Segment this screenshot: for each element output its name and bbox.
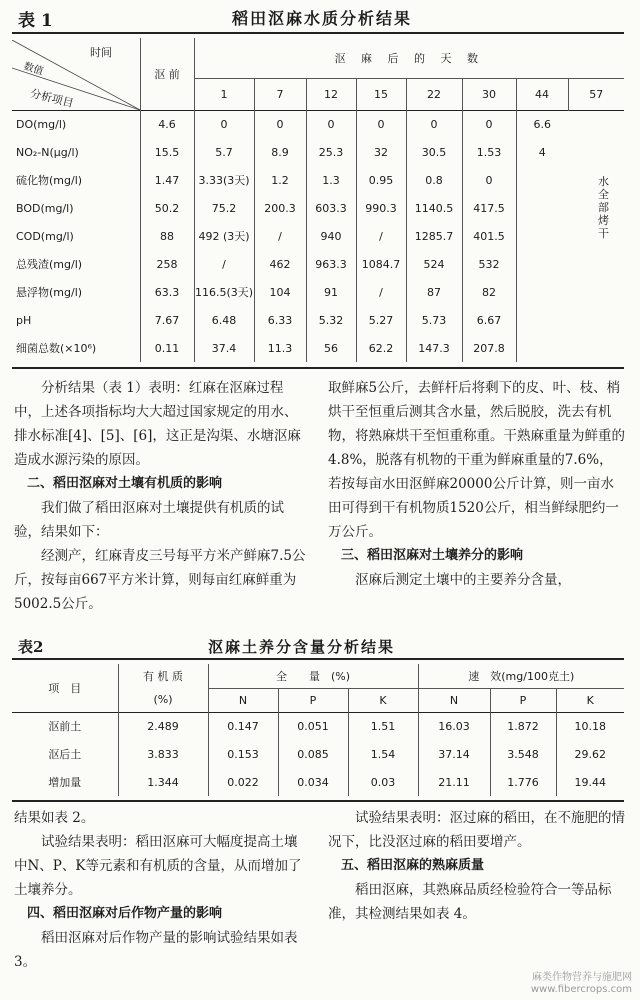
table2-row-label: 沤前土	[48, 720, 82, 734]
table1-cell: 62.2	[356, 334, 406, 362]
table1-cell: 63.3	[140, 278, 194, 306]
table1-cell: 0.8	[406, 166, 462, 194]
table1-cell: 91	[306, 278, 356, 306]
table1-cell: 207.8	[462, 334, 516, 362]
table1	[12, 38, 624, 362]
table1-cell: 417.5	[462, 194, 516, 222]
table2-row	[12, 712, 624, 740]
table1-cell: 5.7	[194, 138, 254, 166]
table2-cell: 3.833	[118, 740, 208, 768]
table1-cell	[516, 306, 568, 334]
table2-item-header: 项 目	[48, 681, 82, 695]
table1-cell: 0	[194, 110, 254, 138]
table2-total-header: 全 量 (%)	[208, 664, 418, 688]
table1-cell: 75.2	[194, 194, 254, 222]
table1-cell: 87	[406, 278, 462, 306]
paragraph: 试验结果表明：沤过麻的稻田，在不施肥的情况下，比没沤过麻的稻田要增产。	[328, 810, 625, 850]
table1-cell: /	[356, 278, 406, 306]
table2-cell: 0.022	[208, 768, 278, 796]
table1-cell	[516, 222, 568, 250]
table2-cell: 2.489	[118, 712, 208, 740]
table1-cell: 3.33(3天)	[194, 166, 254, 194]
table2-cell: 1.776	[490, 768, 556, 796]
table1-cell: /	[194, 250, 254, 278]
table2-row-label: 沤后土	[48, 748, 82, 761]
table1-cell: 15.5	[140, 138, 194, 166]
table1-cell: 147.3	[406, 334, 462, 362]
text-column-left-lower	[14, 806, 310, 974]
table1-row-label: 总残渣(mg/l)	[16, 258, 83, 271]
table1-corner-time: 时间	[90, 46, 112, 59]
table2	[12, 664, 624, 796]
watermark-line1: 麻类作物营养与施肥网	[532, 972, 632, 983]
table1-cell: 6.6	[516, 110, 568, 138]
watermark-line2: www.fibercrops.com	[530, 984, 632, 995]
paragraph: 结果如表 2。	[14, 810, 95, 826]
table1-row	[12, 222, 624, 250]
table1-cell: 1.3	[306, 166, 356, 194]
table1-cell	[516, 250, 568, 278]
table2-organic-unit: (%)	[118, 688, 208, 712]
table1-row-label: 硫化物(mg/l)	[16, 174, 83, 187]
table1-row	[12, 334, 624, 362]
paragraph: 取鲜麻5公斤，去鲜杆后将剩下的皮、叶、枝、梢烘干至恒重后测其含水量，然后脱胶，洗去有机物，将熟麻烘干至恒重称重。干熟麻重量为鲜重的4.8%，脱落有机物的干重为鲜麻重量的7.6%，若按每亩水田沤鲜麻20000公斤计算，则一亩水田可得到干有机物质1520公斤，相当鲜绿肥约一万公斤。	[328, 380, 625, 540]
table1-cell: 6.33	[254, 306, 306, 334]
table2-sub-header: P	[278, 688, 348, 712]
table1-cell: 104	[254, 278, 306, 306]
table2-cell: 1.344	[118, 768, 208, 796]
table1-row	[12, 138, 624, 166]
table1-cell: 8.9	[254, 138, 306, 166]
table1-day: 7	[254, 78, 306, 110]
paragraph: 稻田沤麻，其熟麻品质经检验符合一等品标准，其检测结果如表 4。	[328, 882, 612, 922]
table1-day: 1	[194, 78, 254, 110]
table1-row	[12, 110, 624, 138]
table2-sub-header: K	[556, 688, 624, 712]
table1-cell: 7.67	[140, 306, 194, 334]
table2-sub-header: K	[348, 688, 418, 712]
paragraph: 分析结果（表 1）表明：红麻在沤麻过程中，上述各项指标均大大超过国家规定的用水、排水标准[4]、[5]、[6]，这正是沟渠、水塘沤麻造成水源污染的原因。	[14, 380, 301, 468]
table2-cell: 0.051	[278, 712, 348, 740]
table1-cell	[516, 334, 568, 362]
table2-title: 沤麻土养分含量分析结果	[208, 638, 396, 656]
table1-cell: 4	[516, 138, 568, 166]
table1-before-header: 沤 前	[140, 38, 194, 110]
table1-note-dried: 水全部烤干	[598, 175, 609, 240]
table2-cell: 1.54	[348, 740, 418, 768]
table2-cell: 1.872	[490, 712, 556, 740]
table1-row-label: DO(mg/l)	[16, 117, 67, 131]
table1-cell	[516, 166, 568, 194]
table2-label: 表2	[18, 638, 44, 656]
paragraph: 试验结果表明：稻田沤麻可大幅度提高土壤中N、P、K等元素和有机质的含量，从而增加了土壤养分。	[14, 834, 302, 898]
table1-cell: 30.5	[406, 138, 462, 166]
table2-cell: 19.44	[556, 768, 624, 796]
table1-cell: 0	[306, 110, 356, 138]
section-heading: 四、稻田沤麻对后作物产量的影响	[14, 906, 223, 921]
table2-cell: 37.14	[418, 740, 490, 768]
table1-cell: 963.3	[306, 250, 356, 278]
paragraph: 稻田沤麻对后作物产量的影响试验结果如表3。	[14, 930, 298, 970]
text-column-right-lower	[328, 806, 626, 926]
table1-day: 22	[406, 78, 462, 110]
table1-row-label: pH	[16, 313, 32, 327]
table1-cell: 56	[306, 334, 356, 362]
table1-cell: 6.48	[194, 306, 254, 334]
table1-cell: 492 (3天)	[194, 222, 254, 250]
table1-day: 44	[516, 78, 568, 110]
table1-cell	[516, 194, 568, 222]
table2-organic-header: 有 机 质	[118, 664, 208, 688]
table1-cell: 1140.5	[406, 194, 462, 222]
paragraph: 我们做了稻田沤麻对土壤提供有机质的试验，结果如下：	[14, 500, 284, 540]
table1-cell: 11.3	[254, 334, 306, 362]
table1-cell: 82	[462, 278, 516, 306]
paragraph: 经测产，红麻青皮三号每平方米产鲜麻7.5公斤，按每亩667平方米计算，则每亩红麻鲜重为5002.5公斤。	[14, 548, 306, 612]
table1-cell	[516, 278, 568, 306]
table2-cell: 0.034	[278, 768, 348, 796]
table2-top-rule	[12, 658, 624, 660]
table1-row	[12, 194, 624, 222]
table1-cell: 603.3	[306, 194, 356, 222]
table1-row-label: NO₂-N(μg/l)	[16, 145, 79, 159]
table1-cell: 0	[254, 110, 306, 138]
table1-cell: 462	[254, 250, 306, 278]
table1-cell: 0	[406, 110, 462, 138]
table1-cell: 940	[306, 222, 356, 250]
table2-cell: 21.11	[418, 768, 490, 796]
table1-title: 稻田沤麻水质分析结果	[232, 9, 413, 28]
table1-corner-cell	[12, 38, 140, 78]
table1-cell: 25.3	[306, 138, 356, 166]
table1-cell: /	[254, 222, 306, 250]
table2-sub-header: P	[490, 688, 556, 712]
table1-label: 表 1	[18, 11, 53, 31]
table1-cell: 4.6	[140, 110, 194, 138]
table1-cell: 37.4	[194, 334, 254, 362]
table1-row	[12, 166, 624, 194]
table2-row	[12, 740, 624, 768]
table1-cell: 532	[462, 250, 516, 278]
table1-row	[12, 306, 624, 334]
table1-cell: 0.95	[356, 166, 406, 194]
table1-cell: 0.11	[140, 334, 194, 362]
table1-row-label: COD(mg/l)	[16, 229, 74, 243]
table1-day: 57	[568, 78, 624, 110]
table2-sub-header: N	[208, 688, 278, 712]
table1-bottom-rule	[12, 367, 624, 369]
table1-cell: 200.3	[254, 194, 306, 222]
table1-corner-value: 数值	[22, 61, 45, 78]
table2-cell: 0.03	[348, 768, 418, 796]
table1-cell: 1.53	[462, 138, 516, 166]
table1-cell: 524	[406, 250, 462, 278]
table2-fast-header: 速 效(mg/100克土)	[418, 664, 624, 688]
table1-corner-item: 分析项目	[28, 86, 75, 111]
table1-day: 15	[356, 78, 406, 110]
table1-cell: 258	[140, 250, 194, 278]
table2-cell: 0.153	[208, 740, 278, 768]
text-column-left	[14, 376, 310, 616]
table1-row-label: 悬浮物(mg/l)	[16, 286, 83, 299]
table2-cell: 10.18	[556, 712, 624, 740]
table2-sub-header: N	[418, 688, 490, 712]
table1-row	[12, 278, 624, 306]
table1-cell: 401.5	[462, 222, 516, 250]
table1-row	[12, 250, 624, 278]
table1-cell: /	[356, 222, 406, 250]
table1-cell: 5.27	[356, 306, 406, 334]
table1-row-label: 细菌总数(×10⁶)	[16, 342, 97, 355]
section-heading: 三、稻田沤麻对土壤养分的影响	[328, 548, 524, 563]
table1-cell: 0	[356, 110, 406, 138]
table1-day: 12	[306, 78, 356, 110]
table1-day: 30	[462, 78, 516, 110]
table1-row-label: BOD(mg/l)	[16, 201, 74, 215]
table2-row-label: 增加量	[48, 776, 82, 789]
table1-cell: 990.3	[356, 194, 406, 222]
table1-top-rule	[12, 32, 624, 34]
table1-cell: 1285.7	[406, 222, 462, 250]
table1-cell: 5.32	[306, 306, 356, 334]
section-heading: 二、稻田沤麻对土壤有机质的影响	[14, 476, 223, 491]
table2-cell: 16.03	[418, 712, 490, 740]
table1-cell: 32	[356, 138, 406, 166]
table1-cell: 5.73	[406, 306, 462, 334]
table1-cell: 50.2	[140, 194, 194, 222]
table1-cell: 1084.7	[356, 250, 406, 278]
table2-cell: 0.085	[278, 740, 348, 768]
table1-cell: 116.5(3天)	[194, 278, 254, 306]
table1-cell: 1.47	[140, 166, 194, 194]
table1-cell: 0	[462, 110, 516, 138]
table2-bottom-rule	[12, 800, 624, 802]
table2-cell: 0.147	[208, 712, 278, 740]
text-column-right	[328, 376, 626, 592]
watermark	[531, 972, 632, 996]
section-heading: 五、稻田沤麻的熟麻质量	[328, 858, 485, 873]
table2-cell: 29.62	[556, 740, 624, 768]
table1-cell: 88	[140, 222, 194, 250]
paragraph: 沤麻后测定土壤中的主要养分含量，	[328, 572, 571, 588]
table1-cell: 1.2	[254, 166, 306, 194]
table2-cell: 3.548	[490, 740, 556, 768]
table2-cell: 1.51	[348, 712, 418, 740]
table1-after-header: 沤 麻 后 的 天 数	[194, 38, 624, 78]
table2-row	[12, 768, 624, 796]
table1-cell: 0	[462, 166, 516, 194]
table1-cell: 6.67	[462, 306, 516, 334]
